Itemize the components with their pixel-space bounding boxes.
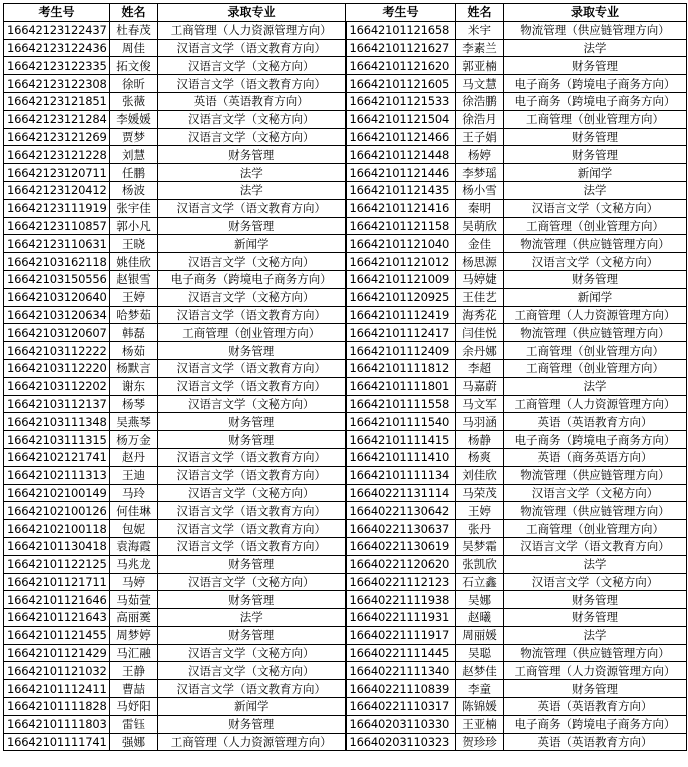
cell-candidate-id-left: 16642123122437 bbox=[4, 21, 110, 39]
table-row bbox=[4, 448, 687, 466]
table-header-row bbox=[4, 4, 687, 22]
cell-name-right: 杨婷 bbox=[456, 146, 504, 164]
cell-major-left: 财务管理 bbox=[158, 146, 346, 164]
cell-candidate-id-left: 16642123122308 bbox=[4, 75, 110, 93]
table-row bbox=[4, 520, 687, 538]
cell-candidate-id-left: 16642123121284 bbox=[4, 110, 110, 128]
cell-candidate-id-right: 16642101121158 bbox=[346, 217, 456, 235]
table-row bbox=[4, 626, 687, 644]
header-name-left: 姓名 bbox=[110, 4, 158, 22]
cell-name-left: 周佳 bbox=[110, 39, 158, 57]
cell-major-left: 汉语言文学（文秘方向） bbox=[158, 57, 346, 75]
cell-major-left: 电子商务（跨境电子商务方向） bbox=[158, 270, 346, 288]
cell-name-left: 杨万金 bbox=[110, 431, 158, 449]
cell-candidate-id-left: 16642101130418 bbox=[4, 537, 110, 555]
table-row bbox=[4, 288, 687, 306]
cell-major-right: 工商管理（创业管理方向） bbox=[504, 110, 687, 128]
cell-candidate-id-right: 16642101121446 bbox=[346, 164, 456, 182]
cell-candidate-id-right: 16640221111340 bbox=[346, 662, 456, 680]
cell-candidate-id-left: 16642103111348 bbox=[4, 413, 110, 431]
cell-candidate-id-left: 16642103112220 bbox=[4, 359, 110, 377]
cell-candidate-id-right: 16642101121466 bbox=[346, 128, 456, 146]
table-row bbox=[4, 359, 687, 377]
cell-name-left: 徐昕 bbox=[110, 75, 158, 93]
cell-name-left: 赵银雪 bbox=[110, 270, 158, 288]
cell-major-right: 法学 bbox=[504, 181, 687, 199]
cell-candidate-id-right: 16642101121448 bbox=[346, 146, 456, 164]
cell-name-left: 马兆龙 bbox=[110, 555, 158, 573]
cell-major-left: 汉语言文学（语文教育方向） bbox=[158, 520, 346, 538]
cell-major-right: 汉语言文学（文秘方向） bbox=[504, 573, 687, 591]
cell-major-right: 电子商务（跨境电子商务方向） bbox=[504, 75, 687, 93]
cell-major-right: 财务管理 bbox=[504, 146, 687, 164]
cell-major-left: 汉语言文学（文秘方向） bbox=[158, 662, 346, 680]
cell-major-left: 汉语言文学（语文教育方向） bbox=[158, 359, 346, 377]
cell-candidate-id-left: 16642101112411 bbox=[4, 680, 110, 698]
cell-name-left: 任鹏 bbox=[110, 164, 158, 182]
cell-candidate-id-left: 16642123121269 bbox=[4, 128, 110, 146]
cell-name-right: 马羽涵 bbox=[456, 413, 504, 431]
cell-candidate-id-left: 16642101122125 bbox=[4, 555, 110, 573]
cell-major-right: 汉语言文学（语文教育方向） bbox=[504, 537, 687, 555]
table-row bbox=[4, 324, 687, 342]
cell-candidate-id-left: 16642101111741 bbox=[4, 733, 110, 751]
cell-name-left: 李媛媛 bbox=[110, 110, 158, 128]
cell-major-left: 财务管理 bbox=[158, 342, 346, 360]
header-major-right: 录取专业 bbox=[504, 4, 687, 22]
cell-major-left: 汉语言文学（语文教育方向） bbox=[158, 466, 346, 484]
cell-major-left: 工商管理（人力资源管理方向） bbox=[158, 733, 346, 751]
table-row bbox=[4, 342, 687, 360]
cell-name-right: 王佳艺 bbox=[456, 288, 504, 306]
cell-name-left: 高丽霙 bbox=[110, 609, 158, 627]
cell-candidate-id-left: 16642101121032 bbox=[4, 662, 110, 680]
cell-name-left: 王晓 bbox=[110, 235, 158, 253]
cell-major-right: 工商管理（创业管理方向） bbox=[504, 359, 687, 377]
table-row bbox=[4, 395, 687, 413]
cell-name-right: 吴萌欣 bbox=[456, 217, 504, 235]
cell-candidate-id-left: 16642101121643 bbox=[4, 609, 110, 627]
cell-major-right: 财务管理 bbox=[504, 609, 687, 627]
cell-major-left: 汉语言文学（文秘方向） bbox=[158, 484, 346, 502]
cell-major-left: 财务管理 bbox=[158, 431, 346, 449]
cell-name-right: 李童 bbox=[456, 680, 504, 698]
cell-candidate-id-right: 16642101111812 bbox=[346, 359, 456, 377]
cell-name-left: 张薇 bbox=[110, 92, 158, 110]
cell-name-left: 拓文俊 bbox=[110, 57, 158, 75]
cell-candidate-id-right: 16640221111917 bbox=[346, 626, 456, 644]
table-row bbox=[4, 733, 687, 751]
cell-name-right: 杨爽 bbox=[456, 448, 504, 466]
table-row bbox=[4, 146, 687, 164]
cell-candidate-id-right: 16642101121435 bbox=[346, 181, 456, 199]
cell-candidate-id-right: 16642101121040 bbox=[346, 235, 456, 253]
cell-major-left: 汉语言文学（文秘方向） bbox=[158, 128, 346, 146]
cell-name-right: 陈锦媛 bbox=[456, 698, 504, 716]
cell-major-left: 汉语言文学（文秘方向） bbox=[158, 288, 346, 306]
cell-name-right: 刘佳欣 bbox=[456, 466, 504, 484]
cell-candidate-id-right: 16640221111931 bbox=[346, 609, 456, 627]
cell-major-left: 汉语言文学（文秘方向） bbox=[158, 253, 346, 271]
cell-name-right: 王子娟 bbox=[456, 128, 504, 146]
table-row bbox=[4, 413, 687, 431]
cell-candidate-id-right: 16640221120620 bbox=[346, 555, 456, 573]
cell-name-right: 李超 bbox=[456, 359, 504, 377]
cell-candidate-id-right: 16642101111558 bbox=[346, 395, 456, 413]
cell-name-left: 杜春茂 bbox=[110, 21, 158, 39]
table-row bbox=[4, 377, 687, 395]
cell-major-right: 汉语言文学（文秘方向） bbox=[504, 484, 687, 502]
table-row bbox=[4, 39, 687, 57]
cell-candidate-id-left: 16642101121455 bbox=[4, 626, 110, 644]
table-row bbox=[4, 181, 687, 199]
cell-name-left: 雷钰 bbox=[110, 715, 158, 733]
cell-major-left: 财务管理 bbox=[158, 217, 346, 235]
cell-major-right: 电子商务（跨境电子商务方向） bbox=[504, 715, 687, 733]
cell-name-right: 马文军 bbox=[456, 395, 504, 413]
cell-name-left: 王婷 bbox=[110, 288, 158, 306]
cell-name-left: 杨默言 bbox=[110, 359, 158, 377]
cell-candidate-id-right: 16642101120925 bbox=[346, 288, 456, 306]
cell-candidate-id-left: 16642102100126 bbox=[4, 502, 110, 520]
cell-name-right: 王婷 bbox=[456, 502, 504, 520]
cell-name-right: 杨静 bbox=[456, 431, 504, 449]
table-row bbox=[4, 680, 687, 698]
header-major-left: 录取专业 bbox=[158, 4, 346, 22]
header-candidate-id-left: 考生号 bbox=[4, 4, 110, 22]
cell-name-left: 袁海霞 bbox=[110, 537, 158, 555]
cell-candidate-id-left: 16642123120711 bbox=[4, 164, 110, 182]
cell-candidate-id-right: 16642101112419 bbox=[346, 306, 456, 324]
cell-name-right: 贺珍珍 bbox=[456, 733, 504, 751]
cell-candidate-id-right: 16640221130619 bbox=[346, 537, 456, 555]
cell-candidate-id-right: 16642101111134 bbox=[346, 466, 456, 484]
cell-major-left: 汉语言文学（语文教育方向） bbox=[158, 306, 346, 324]
cell-major-left: 汉语言文学（语文教育方向） bbox=[158, 680, 346, 698]
cell-name-left: 马茹萱 bbox=[110, 591, 158, 609]
table-row bbox=[4, 92, 687, 110]
cell-major-right: 财务管理 bbox=[504, 270, 687, 288]
cell-candidate-id-right: 16640221110317 bbox=[346, 698, 456, 716]
cell-major-left: 法学 bbox=[158, 164, 346, 182]
cell-name-right: 马婷婕 bbox=[456, 270, 504, 288]
table-row bbox=[4, 21, 687, 39]
cell-name-right: 李梦瑶 bbox=[456, 164, 504, 182]
table-row bbox=[4, 57, 687, 75]
cell-major-left: 汉语言文学（语文教育方向） bbox=[158, 199, 346, 217]
cell-name-left: 赵丹 bbox=[110, 448, 158, 466]
table-row bbox=[4, 698, 687, 716]
table-row bbox=[4, 253, 687, 271]
cell-candidate-id-left: 16642102100149 bbox=[4, 484, 110, 502]
table-row bbox=[4, 484, 687, 502]
cell-major-left: 汉语言文学（语文教育方向） bbox=[158, 448, 346, 466]
header-candidate-id-right: 考生号 bbox=[346, 4, 456, 22]
table-row bbox=[4, 199, 687, 217]
table-row bbox=[4, 110, 687, 128]
cell-candidate-id-left: 16642101121646 bbox=[4, 591, 110, 609]
cell-candidate-id-right: 16642101111415 bbox=[346, 431, 456, 449]
cell-name-left: 马玲 bbox=[110, 484, 158, 502]
cell-major-right: 物流管理（供应链管理方向） bbox=[504, 502, 687, 520]
cell-candidate-id-left: 16642103150556 bbox=[4, 270, 110, 288]
cell-candidate-id-right: 16642101121605 bbox=[346, 75, 456, 93]
cell-major-right: 电子商务（跨境电子商务方向） bbox=[504, 92, 687, 110]
cell-name-right: 赵梦佳 bbox=[456, 662, 504, 680]
table-row bbox=[4, 431, 687, 449]
cell-name-left: 马婷 bbox=[110, 573, 158, 591]
table-row bbox=[4, 555, 687, 573]
cell-candidate-id-right: 16640203110323 bbox=[346, 733, 456, 751]
cell-name-left: 何佳琳 bbox=[110, 502, 158, 520]
cell-name-right: 张凯欣 bbox=[456, 555, 504, 573]
header-name-right: 姓名 bbox=[456, 4, 504, 22]
cell-candidate-id-left: 16642123122436 bbox=[4, 39, 110, 57]
cell-candidate-id-right: 16642101121504 bbox=[346, 110, 456, 128]
cell-candidate-id-left: 16642123120412 bbox=[4, 181, 110, 199]
cell-major-right: 英语（商务英语方向） bbox=[504, 448, 687, 466]
cell-major-right: 法学 bbox=[504, 377, 687, 395]
cell-major-right: 英语（英语教育方向） bbox=[504, 413, 687, 431]
cell-major-left: 英语（英语教育方向） bbox=[158, 92, 346, 110]
cell-name-right: 王亚楠 bbox=[456, 715, 504, 733]
cell-name-left: 包妮 bbox=[110, 520, 158, 538]
cell-candidate-id-right: 16642101112417 bbox=[346, 324, 456, 342]
cell-candidate-id-right: 16642101121658 bbox=[346, 21, 456, 39]
cell-name-right: 海秀花 bbox=[456, 306, 504, 324]
cell-name-right: 马文慧 bbox=[456, 75, 504, 93]
cell-major-right: 物流管理（供应链管理方向） bbox=[504, 324, 687, 342]
cell-name-left: 哈梦茹 bbox=[110, 306, 158, 324]
cell-name-left: 周梦婷 bbox=[110, 626, 158, 644]
table-row bbox=[4, 466, 687, 484]
cell-candidate-id-right: 16640221130642 bbox=[346, 502, 456, 520]
cell-name-right: 秦明 bbox=[456, 199, 504, 217]
cell-candidate-id-right: 16642101121009 bbox=[346, 270, 456, 288]
cell-candidate-id-right: 16640221131114 bbox=[346, 484, 456, 502]
cell-candidate-id-left: 16642102121741 bbox=[4, 448, 110, 466]
cell-name-left: 马妤阳 bbox=[110, 698, 158, 716]
table-row bbox=[4, 306, 687, 324]
cell-candidate-id-left: 16642101121711 bbox=[4, 573, 110, 591]
cell-candidate-id-left: 16642103120640 bbox=[4, 288, 110, 306]
cell-candidate-id-right: 16642101112409 bbox=[346, 342, 456, 360]
cell-name-right: 张丹 bbox=[456, 520, 504, 538]
admission-table bbox=[3, 3, 687, 751]
cell-candidate-id-right: 16640221111938 bbox=[346, 591, 456, 609]
table-body bbox=[4, 21, 687, 751]
cell-candidate-id-right: 16642101121416 bbox=[346, 199, 456, 217]
table-row bbox=[4, 715, 687, 733]
table-row bbox=[4, 537, 687, 555]
cell-name-right: 吴梦霜 bbox=[456, 537, 504, 555]
cell-name-right: 吴娜 bbox=[456, 591, 504, 609]
cell-name-left: 强娜 bbox=[110, 733, 158, 751]
cell-name-right: 徐浩月 bbox=[456, 110, 504, 128]
cell-name-right: 徐浩鹏 bbox=[456, 92, 504, 110]
cell-major-left: 汉语言文学（文秘方向） bbox=[158, 395, 346, 413]
table-row bbox=[4, 644, 687, 662]
cell-candidate-id-left: 16642103112202 bbox=[4, 377, 110, 395]
cell-major-left: 汉语言文学（语文教育方向） bbox=[158, 39, 346, 57]
cell-major-right: 英语（英语教育方向） bbox=[504, 733, 687, 751]
cell-name-left: 韩磊 bbox=[110, 324, 158, 342]
cell-major-right: 法学 bbox=[504, 626, 687, 644]
cell-major-right: 工商管理（创业管理方向） bbox=[504, 520, 687, 538]
cell-candidate-id-right: 16640221111445 bbox=[346, 644, 456, 662]
cell-name-left: 马汇融 bbox=[110, 644, 158, 662]
cell-major-left: 法学 bbox=[158, 181, 346, 199]
cell-candidate-id-right: 16640221110839 bbox=[346, 680, 456, 698]
cell-name-left: 杨波 bbox=[110, 181, 158, 199]
cell-name-left: 王静 bbox=[110, 662, 158, 680]
cell-major-right: 财务管理 bbox=[504, 57, 687, 75]
cell-major-right: 财务管理 bbox=[504, 128, 687, 146]
cell-major-left: 汉语言文学（文秘方向） bbox=[158, 110, 346, 128]
cell-candidate-id-right: 16642101111801 bbox=[346, 377, 456, 395]
cell-major-left: 汉语言文学（语文教育方向） bbox=[158, 377, 346, 395]
cell-major-left: 财务管理 bbox=[158, 555, 346, 573]
cell-major-left: 财务管理 bbox=[158, 626, 346, 644]
cell-candidate-id-left: 16642101121429 bbox=[4, 644, 110, 662]
cell-candidate-id-left: 16642123121851 bbox=[4, 92, 110, 110]
cell-candidate-id-right: 16640203110330 bbox=[346, 715, 456, 733]
cell-major-left: 汉语言文学（文秘方向） bbox=[158, 573, 346, 591]
cell-major-right: 工商管理（创业管理方向） bbox=[504, 217, 687, 235]
table-row bbox=[4, 591, 687, 609]
cell-candidate-id-left: 16642103162118 bbox=[4, 253, 110, 271]
cell-candidate-id-right: 16642101121012 bbox=[346, 253, 456, 271]
cell-major-right: 新闻学 bbox=[504, 164, 687, 182]
cell-name-right: 赵曦 bbox=[456, 609, 504, 627]
cell-name-right: 马荣茂 bbox=[456, 484, 504, 502]
cell-major-right: 工商管理（创业管理方向） bbox=[504, 342, 687, 360]
cell-candidate-id-left: 16642102111313 bbox=[4, 466, 110, 484]
cell-candidate-id-right: 16642101111540 bbox=[346, 413, 456, 431]
cell-name-left: 曹喆 bbox=[110, 680, 158, 698]
cell-name-left: 张宇佳 bbox=[110, 199, 158, 217]
cell-major-right: 法学 bbox=[504, 39, 687, 57]
cell-major-left: 财务管理 bbox=[158, 715, 346, 733]
cell-major-right: 财务管理 bbox=[504, 591, 687, 609]
cell-name-right: 石立鑫 bbox=[456, 573, 504, 591]
cell-candidate-id-left: 16642123111919 bbox=[4, 199, 110, 217]
cell-name-left: 郭小凡 bbox=[110, 217, 158, 235]
table-row bbox=[4, 662, 687, 680]
cell-candidate-id-left: 16642103120634 bbox=[4, 306, 110, 324]
cell-name-right: 吴聪 bbox=[456, 644, 504, 662]
cell-major-left: 新闻学 bbox=[158, 698, 346, 716]
cell-candidate-id-right: 16642101121620 bbox=[346, 57, 456, 75]
cell-major-left: 财务管理 bbox=[158, 413, 346, 431]
cell-major-right: 工商管理（人力资源管理方向） bbox=[504, 306, 687, 324]
cell-name-left: 姚佳欣 bbox=[110, 253, 158, 271]
cell-name-left: 王迪 bbox=[110, 466, 158, 484]
table-row bbox=[4, 235, 687, 253]
table-row bbox=[4, 502, 687, 520]
cell-candidate-id-right: 16642101111410 bbox=[346, 448, 456, 466]
cell-major-left: 新闻学 bbox=[158, 235, 346, 253]
table-row bbox=[4, 164, 687, 182]
cell-major-left: 汉语言文学（文秘方向） bbox=[158, 644, 346, 662]
cell-name-right: 余丹娜 bbox=[456, 342, 504, 360]
cell-major-right: 财务管理 bbox=[504, 680, 687, 698]
cell-name-right: 米宇 bbox=[456, 21, 504, 39]
cell-major-right: 物流管理（供应链管理方向） bbox=[504, 235, 687, 253]
cell-major-right: 英语（英语教育方向） bbox=[504, 698, 687, 716]
cell-candidate-id-left: 16642103112137 bbox=[4, 395, 110, 413]
cell-major-right: 电子商务（跨境电子商务方向） bbox=[504, 431, 687, 449]
cell-candidate-id-left: 16642103112222 bbox=[4, 342, 110, 360]
cell-candidate-id-left: 16642123110857 bbox=[4, 217, 110, 235]
cell-major-right: 汉语言文学（文秘方向） bbox=[504, 199, 687, 217]
cell-candidate-id-right: 16640221130637 bbox=[346, 520, 456, 538]
table-row bbox=[4, 609, 687, 627]
cell-major-right: 物流管理（供应链管理方向） bbox=[504, 466, 687, 484]
cell-name-left: 谢东 bbox=[110, 377, 158, 395]
cell-candidate-id-right: 16640221112123 bbox=[346, 573, 456, 591]
cell-name-left: 杨琴 bbox=[110, 395, 158, 413]
cell-candidate-id-left: 16642123121228 bbox=[4, 146, 110, 164]
cell-major-right: 物流管理（供应链管理方向） bbox=[504, 644, 687, 662]
cell-name-left: 刘慧 bbox=[110, 146, 158, 164]
cell-name-right: 金佳 bbox=[456, 235, 504, 253]
cell-candidate-id-left: 16642101111828 bbox=[4, 698, 110, 716]
cell-candidate-id-left: 16642103120607 bbox=[4, 324, 110, 342]
cell-name-right: 李素兰 bbox=[456, 39, 504, 57]
cell-candidate-id-left: 16642123122335 bbox=[4, 57, 110, 75]
cell-name-left: 杨茹 bbox=[110, 342, 158, 360]
cell-major-right: 物流管理（供应链管理方向） bbox=[504, 21, 687, 39]
cell-major-left: 汉语言文学（语文教育方向） bbox=[158, 537, 346, 555]
cell-name-left: 吴燕琴 bbox=[110, 413, 158, 431]
cell-candidate-id-right: 16642101121627 bbox=[346, 39, 456, 57]
cell-candidate-id-right: 16642101121533 bbox=[346, 92, 456, 110]
cell-name-right: 郭亚楠 bbox=[456, 57, 504, 75]
cell-major-right: 新闻学 bbox=[504, 288, 687, 306]
table-row bbox=[4, 270, 687, 288]
cell-major-left: 工商管理（创业管理方向） bbox=[158, 324, 346, 342]
cell-name-right: 杨思源 bbox=[456, 253, 504, 271]
cell-major-right: 汉语言文学（文秘方向） bbox=[504, 253, 687, 271]
cell-major-right: 法学 bbox=[504, 555, 687, 573]
cell-major-left: 工商管理（人力资源管理方向） bbox=[158, 21, 346, 39]
cell-major-left: 法学 bbox=[158, 609, 346, 627]
cell-major-left: 汉语言文学（语文教育方向） bbox=[158, 502, 346, 520]
cell-name-right: 闫佳悦 bbox=[456, 324, 504, 342]
cell-candidate-id-left: 16642101111803 bbox=[4, 715, 110, 733]
cell-major-right: 工商管理（人力资源管理方向） bbox=[504, 662, 687, 680]
cell-major-right: 工商管理（人力资源管理方向） bbox=[504, 395, 687, 413]
cell-major-left: 财务管理 bbox=[158, 591, 346, 609]
cell-name-right: 马嘉蔚 bbox=[456, 377, 504, 395]
table-row bbox=[4, 128, 687, 146]
table-row bbox=[4, 573, 687, 591]
cell-major-left: 汉语言文学（语文教育方向） bbox=[158, 75, 346, 93]
cell-candidate-id-left: 16642103111315 bbox=[4, 431, 110, 449]
cell-candidate-id-left: 16642123110631 bbox=[4, 235, 110, 253]
cell-name-left: 贾梦 bbox=[110, 128, 158, 146]
cell-name-right: 周丽媛 bbox=[456, 626, 504, 644]
table-row bbox=[4, 75, 687, 93]
cell-name-right: 杨小雪 bbox=[456, 181, 504, 199]
cell-candidate-id-left: 16642102100118 bbox=[4, 520, 110, 538]
table-row bbox=[4, 217, 687, 235]
